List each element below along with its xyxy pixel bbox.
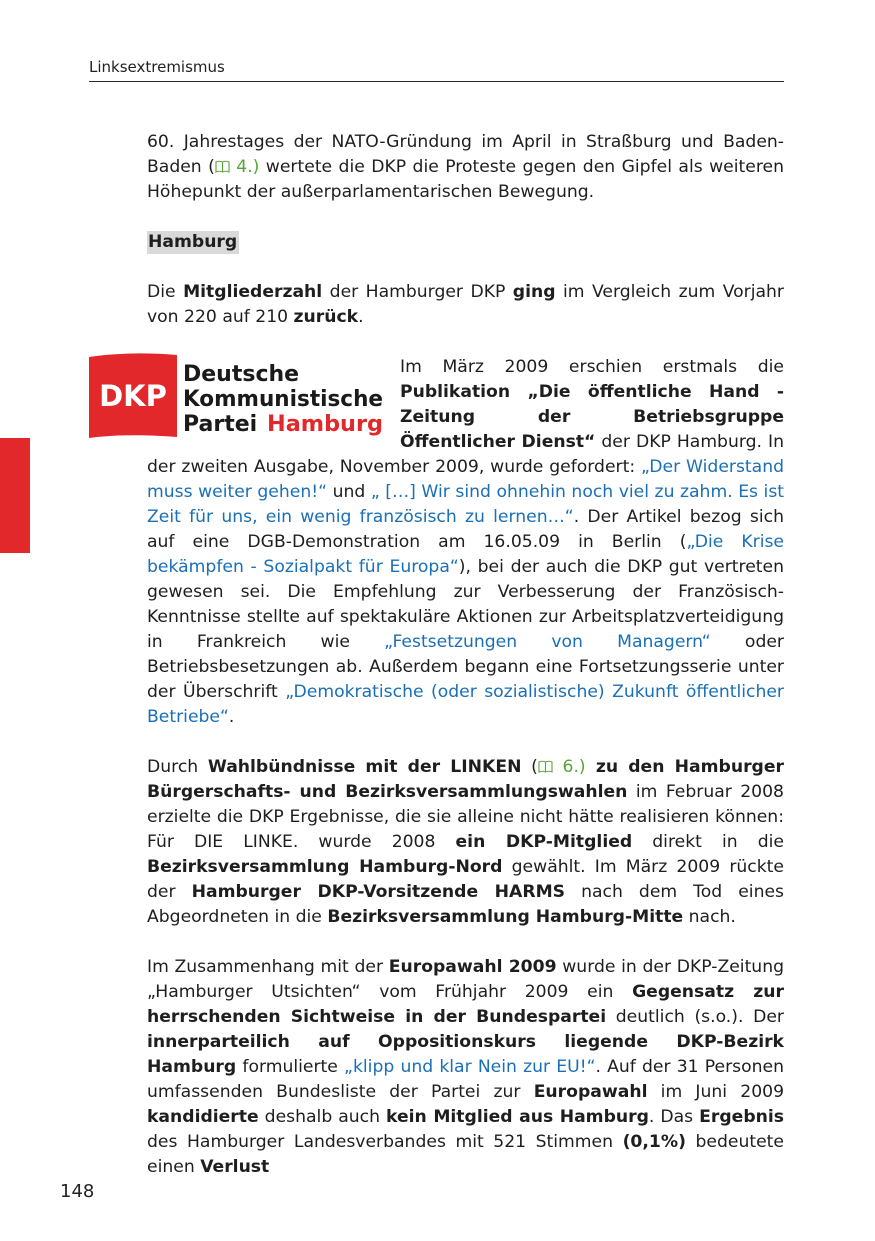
paragraph-nato [147,130,784,205]
text: wertete die DKP die Proteste gegen den Gipfel als weiteren Höhepunkt der außerparlamentarischen Bewegung. [147,157,784,202]
section-heading-label: Hamburg [148,232,238,252]
logo-abbr: DKP [99,379,167,413]
paragraph-europawahl: Im Zusammenhang mit der Europawahl 2009 wurde in der DKP-Zeitung „Hamburger Utsichten“ vom Frühjahr 2009 ein Gegensatz zur herrschenden Sichtweise in der Bundespartei deutlich (s.o.). Der innerparteilich auf Oppositionskurs liegende DKP-Bezirk Hamburg formulierte „klipp und klar Nein zur EU!“. Auf der 31 Personen umfassenden Bundesliste der Partei zur Europawahl im Juni 2009 kandidierte deshalb auch kein Mitglied aus Hamburg. Das Ergebnis des Hamburger Landesverbandes mit 521 Stimmen (0,1%) bedeutete einen Verlust [147,957,785,1177]
running-header: Linksextremismus [89,58,784,82]
cross-reference-link[interactable] [215,157,260,177]
quote: „ […] Wir sind ohnehin noch viel zu zahm. Es ist Zeit für uns, ein wenig französisch zu lernen…“ [147,482,785,527]
text: 60. Jahrestages der NATO-Gründung im April in Straßburg und Baden-Baden ( [147,132,784,177]
logo-line3b: Hamburg [267,412,383,437]
paragraph-members: Die Mitgliederzahl der Hamburger DKP ging im Vergleich zum Vorjahr von 220 auf 210 zurück. [147,282,784,327]
dkp-logo-graphic [89,351,384,441]
book-icon [538,760,553,773]
logo-line1: Deutsche [183,362,300,387]
logo-line2: Kommunistische [183,387,383,412]
cross-reference-link[interactable] [538,757,586,777]
ref-label: 6.) [552,757,586,777]
chapter-marker [0,438,30,553]
quote: „Die Krise bekämpfen - Sozialpakt für Europa“ [147,532,785,577]
page-number: 148 [60,1181,95,1202]
ref-label: 4.) [229,157,260,177]
quote: „klipp und klar Nein zur EU!“ [344,1057,596,1077]
logo-line3a: Partei [183,412,258,437]
book-icon [215,160,230,173]
quote: „Der Widerstand muss weiter gehen!“ [147,457,784,502]
quote: „Festsetzungen von Managern“ [384,632,711,652]
paragraph-alliances: Durch Wahlbündnisse mit der LINKEN ( 6.) zu den Hamburger Bürgerschafts- und Bezirksversammlungswahlen im Februar 2008 erzielte die DKP Ergebnisse, die sie alleine nicht hätte realisieren können: Für DIE LINKE. wurde 2008 ein DKP-Mitglied direkt in die Bezirksversammlung Hamburg-Nord gewählt. Im März 2009 rückte der Hamburger DKP-Vorsitzende HARMS nach dem Tod eines Abgeordneten in die Bezirksversammlung Hamburg-Mitte nach. [147,757,785,927]
dkp-hamburg-logo [89,351,384,445]
section-heading [147,230,784,255]
quote: „Demokratische (oder sozialistische) Zukunft öffentlicher Betriebe“ [147,682,784,727]
page-body [99,130,785,1180]
paragraph-publication: DKP Deutsche Kommunistische Partei Hamburg Im März 2009 erschien erstmals die Publikation „Die öffentliche Hand - Zeitung der Betriebsgruppe Öffentlicher Dienst“ der DKP Hamburg. In der zweiten Ausgabe, November 2009, wurde gefordert: „Der Widerstand muss weiter gehen!“ und „ […] Wir sind ohnehin noch viel zu zahm. Es ist Zeit für uns, ein wenig französisch zu lernen…“. Der Artikel bezog sich auf eine DGB-Demonstration am 16.05.09 in Berlin („Die Krise bekämpfen - Sozialpakt für Europa“), bei der auch die DKP gut vertreten gewesen sei. Die Empfehlung zur Verbesserung der Französisch-Kenntnisse stellte auf spektakuläre Aktionen zur Arbeitsplatzverteidigung in Frankreich wie „Festsetzungen von Managern“ oder Betriebsbesetzungen ab. Außerdem begann eine Fortsetzungsserie unter der Überschrift „Demokratische (oder sozialistische) Zukunft öffentlicher Betriebe“. [147,355,784,730]
